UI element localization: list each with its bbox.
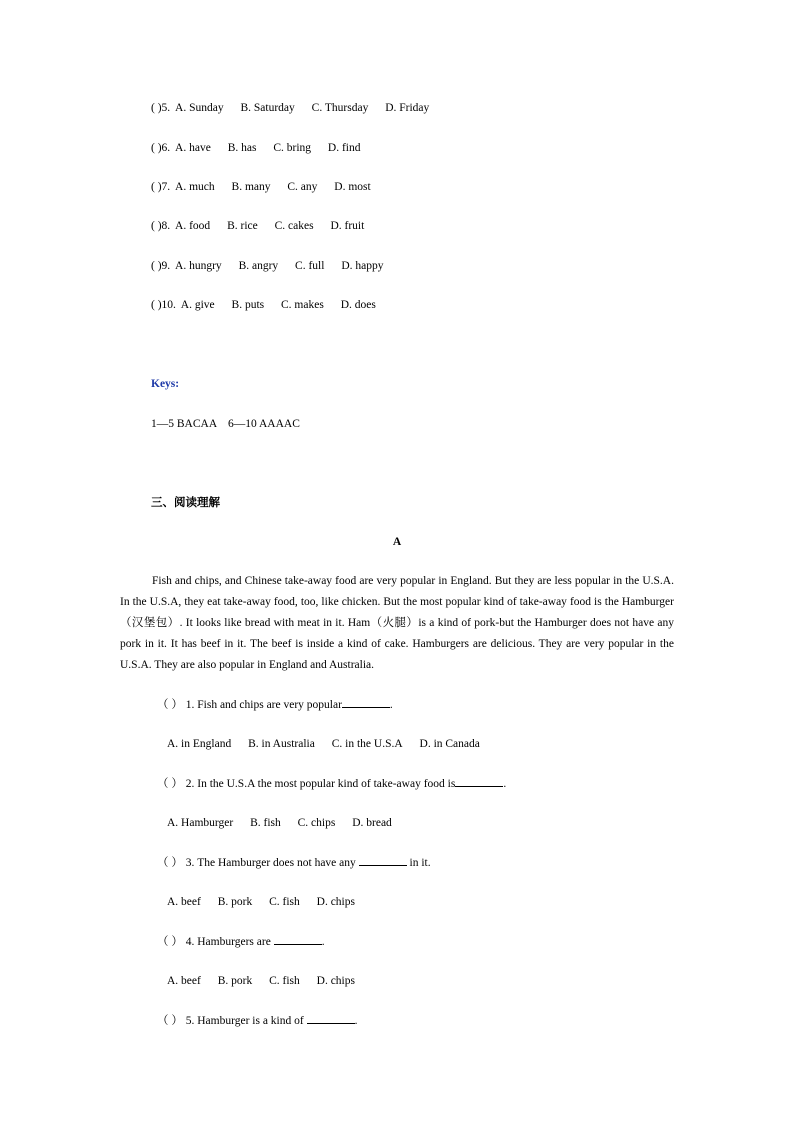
option-a: A. beef [167, 975, 201, 987]
option-c: C. cakes [274, 220, 314, 232]
answer-parentheses: （ ） [157, 1015, 183, 1027]
question-text: 4. Hamburgers are [185, 936, 271, 948]
option-b: B. in Australia [248, 738, 315, 750]
option-b: B. angry [238, 260, 279, 272]
question-3-options [167, 895, 369, 909]
option-a: A. Sunday [175, 102, 224, 114]
keys-answers: 1—5 BACAA 6—10 AAAAC [151, 418, 300, 430]
cloze-item-7 [151, 180, 385, 194]
question-text-end: . [321, 936, 325, 948]
question-text: 5. Hamburger is a kind of [185, 1015, 304, 1027]
item-number: ( )7. [151, 181, 171, 193]
option-d: D. chips [316, 975, 355, 987]
question-3 [157, 855, 431, 870]
section-title: 三、阅读理解 [151, 497, 220, 509]
question-4 [157, 934, 325, 949]
option-b: B. pork [217, 975, 253, 987]
option-c: C. fish [269, 896, 300, 908]
option-d: D. does [340, 299, 376, 311]
question-text: 3. The Hamburger does not have any [185, 857, 356, 869]
option-a: A. give [180, 299, 215, 311]
item-number: ( )5. [151, 102, 171, 114]
item-number: ( )9. [151, 260, 171, 272]
answer-blank [359, 855, 407, 866]
option-b: B. fish [250, 817, 281, 829]
item-number: ( )8. [151, 220, 171, 232]
option-a: A. food [175, 220, 211, 232]
cloze-item-8 [151, 219, 378, 233]
option-b: B. pork [217, 896, 253, 908]
option-c: C. any [287, 181, 318, 193]
question-text-end: . [389, 699, 393, 711]
option-d: D. bread [352, 817, 392, 829]
question-2-options [167, 816, 406, 830]
option-a: A. much [175, 181, 215, 193]
question-text-end: . [503, 778, 507, 790]
reading-passage: Fish and chips, and Chinese take-away food are very popular in England. But they are less popular in the U.S.A. In the U.S.A, they eat take-away food, too, like chicken. But the most popular kind of take-away food is the Hamburger（汉堡包）. It looks like bread with meat in it. Ham（火腿）is a kind of pork-but the Hamburger does not have any pork in it. It has beef in it. The beef is inside a kind of cake. Hamburgers are delicious. They are very popular in the U.S.A. They are also popular in England and Australia. [120, 575, 674, 671]
answer-parentheses: （ ） [157, 699, 183, 711]
option-a: A. beef [167, 896, 201, 908]
question-4-options [167, 974, 369, 988]
answer-blank [274, 934, 322, 945]
cloze-item-6 [151, 141, 374, 155]
question-text-end: in it. [409, 857, 431, 869]
question-1 [157, 697, 393, 712]
answer-parentheses: （ ） [157, 936, 183, 948]
option-b: B. has [227, 142, 257, 154]
answer-parentheses: （ ） [157, 857, 183, 869]
option-c: C. in the U.S.A [331, 738, 403, 750]
question-5 [157, 1013, 357, 1028]
option-b: B. puts [231, 299, 265, 311]
item-number: ( )6. [151, 142, 171, 154]
option-d: D. happy [341, 260, 384, 272]
option-b: B. rice [227, 220, 258, 232]
option-c: C. makes [281, 299, 324, 311]
question-text: 1. Fish and chips are very popular [185, 699, 342, 711]
item-number: ( )10. [151, 299, 176, 311]
answer-blank [307, 1013, 355, 1024]
option-d: D. in Canada [419, 738, 480, 750]
question-2 [157, 776, 506, 791]
question-text-end: . [354, 1015, 358, 1027]
option-a: A. have [175, 142, 211, 154]
option-d: D. chips [316, 896, 355, 908]
cloze-item-9 [151, 259, 397, 273]
option-c: C. full [295, 260, 325, 272]
option-b: B. many [231, 181, 271, 193]
option-d: D. most [334, 181, 371, 193]
option-c: C. bring [273, 142, 312, 154]
question-text: 2. In the U.S.A the most popular kind of take-away food is [185, 778, 456, 790]
option-d: D. Friday [385, 102, 430, 114]
answer-parentheses: （ ） [157, 778, 183, 790]
option-d: D. fruit [330, 220, 365, 232]
answer-blank [342, 697, 390, 708]
answer-blank [455, 776, 503, 787]
keys-label: Keys: [151, 378, 180, 390]
option-a: A. hungry [175, 260, 222, 272]
cloze-item-10 [151, 298, 390, 312]
option-a: A. Hamburger [167, 817, 234, 829]
option-c: C. fish [269, 975, 300, 987]
cloze-item-5 [151, 101, 443, 115]
option-b: B. Saturday [240, 102, 295, 114]
option-d: D. find [327, 142, 361, 154]
option-c: C. Thursday [311, 102, 369, 114]
option-a: A. in England [167, 738, 232, 750]
question-1-options [167, 737, 494, 751]
option-c: C. chips [297, 817, 336, 829]
passage-label: A [392, 536, 402, 548]
